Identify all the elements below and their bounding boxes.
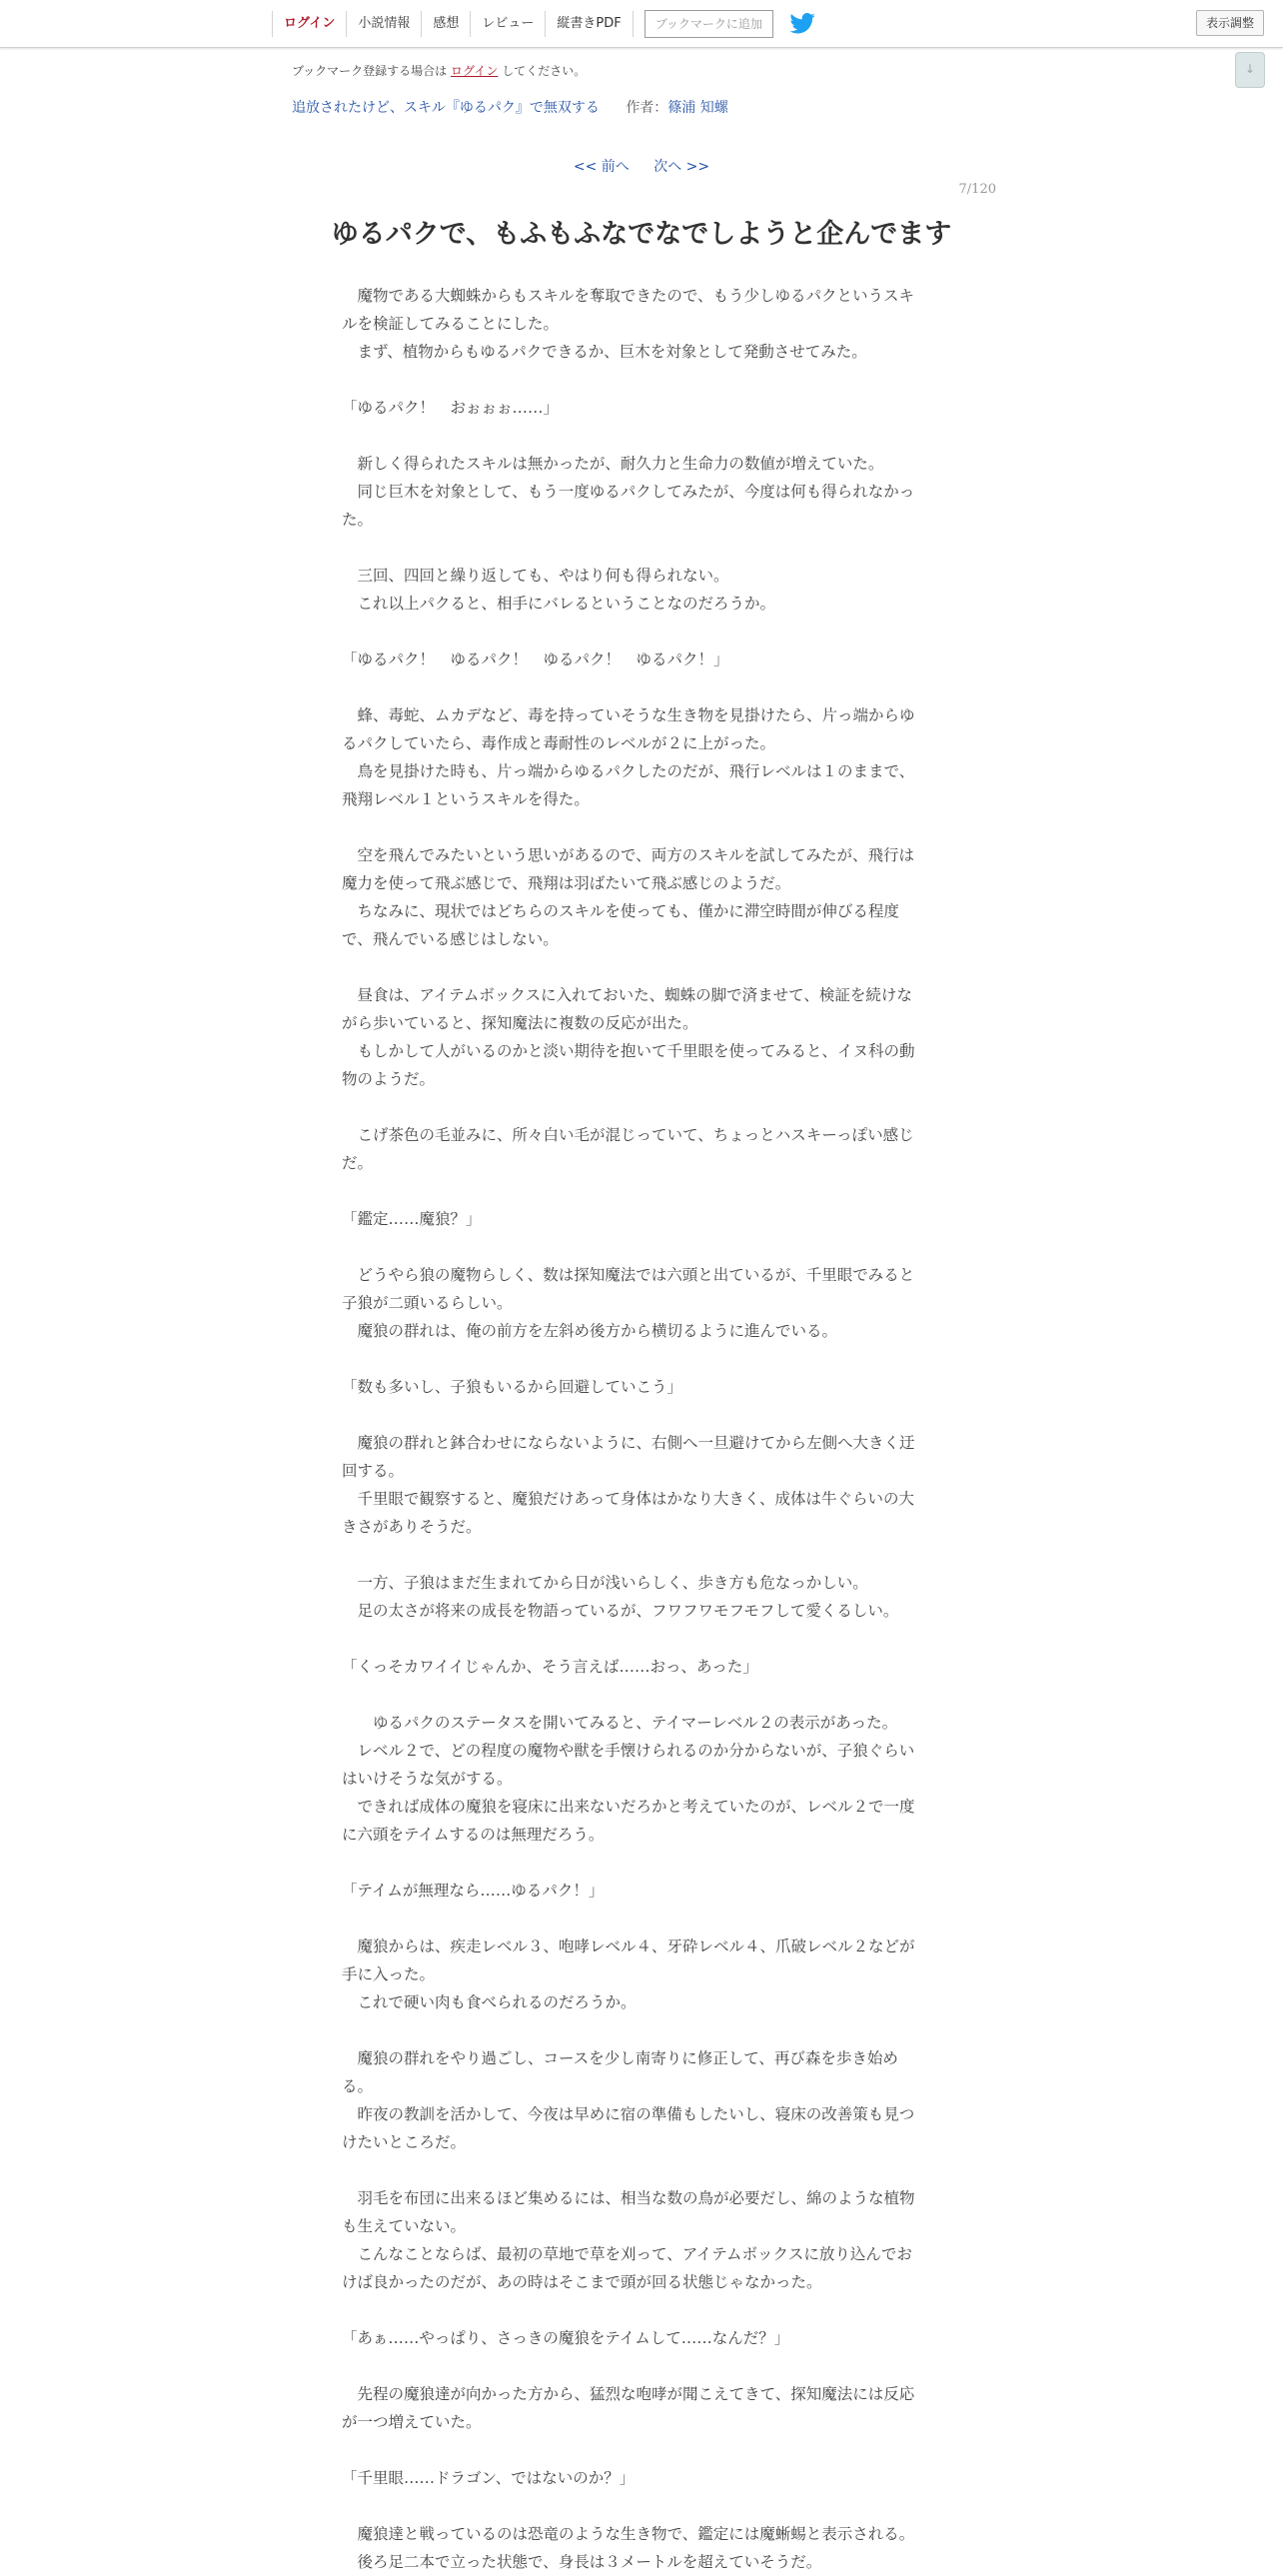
body-line: 魔狼の群れは、俺の前方を左斜め後方から横切るように進んでいる。 [342, 1322, 838, 1340]
body-line: 物のようだ。 [342, 1070, 436, 1088]
body-line: 「鑑定……魔狼？」 [342, 1210, 482, 1228]
top-nav [272, 0, 817, 47]
twitter-bird-icon-svg [789, 13, 815, 34]
body-line: どうやら狼の魔物らしく、数は探知魔法では六頭と出ているが、千里眼でみると [342, 1266, 915, 1284]
nav-impressions[interactable]: 感想 [433, 16, 460, 31]
blank-line [342, 1625, 941, 1653]
body-line: 一方、子狼はまだ生まれてから日が浅いらしく、歩き方も危なっかしい。 [342, 1574, 868, 1592]
bookmark-notice-text: ブックマーク登録する場合は [292, 64, 448, 78]
chapter-title: ゆるパクで、もふもふなでなでしようと企んでます [331, 219, 952, 250]
body-line: こげ茶色の毛並みに、所々白い毛が混じっていて、ちょっとハスキーっぽい感じ [342, 1126, 914, 1144]
body-line: 「テイムが無理なら……ゆるパク！」 [342, 1882, 605, 1900]
add-bookmark-button[interactable]: ブックマークに追加 [644, 10, 773, 38]
body-line: 新しく得られたスキルは無かったが、耐久力と生命力の数値が増えていた。 [342, 455, 884, 473]
body-line: る。 [342, 2077, 374, 2095]
body-line: レベル２で、どの程度の魔物や獣を手懐けられるのか分からないが、子狼ぐらい [342, 1742, 915, 1760]
body-line: こんなことならば、最初の草地で草を刈って、アイテムボックスに放り込んでお [342, 2245, 912, 2263]
display-settings-button[interactable]: 表示調整 [1196, 10, 1264, 36]
body-line: 魔狼からは、疾走レベル３、咆哮レベル４、牙砕レベル４、爪破レベル２などが [342, 1937, 915, 1955]
prev-chapter-link[interactable]: << 前へ [573, 159, 630, 175]
nav-novel-info[interactable]: 小説情報 [358, 16, 411, 31]
body-line: た。 [342, 511, 374, 529]
series-info [292, 97, 728, 117]
blank-line [342, 1401, 941, 1429]
body-line: ちなみに、現状ではどちらのスキルを使っても、僅かに滞空時間が伸びる程度 [342, 902, 899, 920]
chapter-pager [0, 156, 1283, 176]
chapter-counter: 7/120 [958, 182, 996, 197]
body-line: が一つ増えていた。 [342, 2413, 482, 2431]
author-link[interactable]: 篠浦 知螺 [667, 100, 728, 116]
body-line: るパクしていたら、毒作成と毒耐性のレベルが２に上がった。 [342, 734, 776, 752]
nav-login[interactable]: ログイン [284, 16, 336, 31]
blank-line [342, 2296, 941, 2324]
bookmark-notice [292, 62, 586, 79]
body-line: 「千里眼……ドラゴン、ではないのか？」 [342, 2469, 636, 2487]
body-line: 「ゆるパク！ ゆるパク！ ゆるパク！ ゆるパク！」 [342, 650, 729, 668]
body-line: これ以上パクると、相手にバレるということなのだろうか。 [342, 595, 776, 613]
series-title-link[interactable]: 追放されたけど、スキル『ゆるパク』で無双する [292, 100, 600, 116]
blank-line [342, 813, 941, 841]
blank-line [342, 953, 941, 981]
body-line: だ。 [342, 1154, 374, 1172]
body-line: 飛翔レベル１というスキルを得た。 [342, 790, 590, 808]
body-line: 足の太さが将来の成長を物語っているが、フワフワモフモフして愛くるしい。 [342, 1602, 899, 1620]
nav-divider [633, 11, 634, 37]
blank-line [342, 1681, 941, 1709]
body-line: 手に入った。 [342, 1965, 436, 1983]
body-line: も生えていない。 [342, 2217, 467, 2235]
body-line: に六頭をテイムするのは無理だろう。 [342, 1826, 605, 1844]
body-line: けたいところだ。 [342, 2133, 467, 2151]
body-line: これで硬い肉も食べられるのだろうか。 [342, 1993, 637, 2011]
body-line: 「数も多いし、子狼もいるから回避していこう」 [342, 1378, 683, 1396]
body-line: 「ゆるパク！ おぉぉぉ……」 [342, 399, 560, 417]
body-line: ルを検証してみることにした。 [342, 315, 560, 333]
body-line: 魔狼達と戦っているのは恐竜のような生き物で、鑑定には魔蜥蜴と表示される。 [342, 2525, 915, 2543]
body-line: 魔狼の群れをやり過ごし、コースを少し南寄りに修正して、再び森を歩き始め [342, 2049, 898, 2067]
blank-line [342, 1233, 941, 1261]
body-line: 回する。 [342, 1462, 405, 1480]
body-line: 羽毛を布団に出来るほど集めるには、相当な数の鳥が必要だし、綿のような植物 [342, 2189, 915, 2207]
blank-line [342, 534, 941, 562]
body-line: もしかして人がいるのかと淡い期待を抱いて千里眼を使ってみると、イヌ科の動 [342, 1042, 915, 1060]
bookmark-notice-text-end: してください。 [502, 64, 587, 78]
blank-line [342, 618, 941, 645]
blank-line [342, 1093, 941, 1121]
body-line: 同じ巨木を対象として、もう一度ゆるパクしてみたが、今度は何も得られなかっ [342, 483, 915, 501]
body-line: 昼食は、アイテムボックスに入れておいた、蜘蛛の脚で済ませて、検証を続けな [342, 986, 912, 1004]
body-line: 魔狼の群れと鉢合わせにならないように、右側へ一旦避けてから左側へ大きく迂 [342, 1434, 915, 1452]
body-line: 空を飛んでみたいという思いがあるので、両方のスキルを試してみたが、飛行は [342, 846, 915, 864]
body-line: きさがありそうだ。 [342, 1518, 482, 1536]
blank-line [342, 2156, 941, 2184]
blank-line [342, 366, 941, 394]
body-line: 先程の魔狼達が向かった方から、猛烈な咆哮が聞こえてきて、探知魔法には反応 [342, 2385, 915, 2403]
nav-vertical-pdf[interactable]: 縦書きPDF [557, 16, 622, 31]
body-line: 昨夜の教訓を活かして、今夜は早めに宿の準備もしたいし、寝床の改善策も見つ [342, 2105, 915, 2123]
blank-line [342, 2016, 941, 2044]
novel-body [342, 282, 941, 2576]
body-line: 魔物である大蜘蛛からもスキルを奪取できたので、もう少しゆるパクというスキ [342, 287, 915, 305]
body-line: けば良かったのだが、あの時はそこまで頭が回る状態じゃなかった。 [342, 2273, 822, 2291]
author-label: 作者： [626, 100, 668, 116]
body-line: 千里眼で観察すると、魔狼だけあって身体はかなり大きく、成体は牛ぐらいの大 [342, 1490, 915, 1508]
body-line: 「くっそカワイイじゃんか、そう言えば……おっ、あった」 [342, 1658, 758, 1676]
body-line: 「あぁ……やっぱり、さっきの魔狼をテイムして……なんだ？」 [342, 2329, 790, 2347]
nav-review[interactable]: レビュー [482, 16, 535, 31]
blank-line [342, 2436, 941, 2464]
blank-line [342, 2492, 941, 2520]
body-line: 後ろ足二本で立った状態で、身長は３メートルを超えていそうだ。 [342, 2553, 822, 2571]
blank-line [342, 422, 941, 450]
body-line: 鳥を見掛けた時も、片っ端からゆるパクしたのだが、飛行レベルは１のままで、 [342, 762, 915, 780]
next-chapter-link[interactable]: 次へ >> [653, 159, 710, 175]
bookmark-notice-login-link[interactable]: ログイン [451, 64, 499, 78]
body-line: 蜂、毒蛇、ムカデなど、毒を持っていそうな生き物を見掛けたら、片っ端からゆ [342, 706, 915, 724]
body-line: 魔力を使って飛ぶ感じで、飛翔は羽ばたいて飛ぶ感じのようだ。 [342, 874, 791, 892]
body-line: 三回、四回と繰り返しても、やはり何も得られない。 [342, 567, 729, 585]
scroll-down-tab[interactable]: ↓ [1235, 52, 1265, 88]
blank-line [342, 1905, 941, 1932]
body-line: はいけそうな気がする。 [342, 1770, 513, 1788]
blank-line [342, 1177, 941, 1205]
blank-line [342, 1541, 941, 1569]
blank-line [342, 2352, 941, 2380]
top-bar [0, 0, 1283, 48]
body-line: で、飛んでいる感じはしない。 [342, 930, 559, 948]
blank-line [342, 1345, 941, 1373]
body-line: できれば成体の魔狼を寝床に出来ないだろかと考えていたのが、レベル２で一度 [342, 1798, 915, 1816]
body-line: 子狼が二頭いるらしい。 [342, 1294, 513, 1312]
twitter-bird-icon[interactable] [789, 12, 817, 36]
body-line: まず、植物からもゆるパクできるか、巨木を対象として発動させてみた。 [342, 343, 867, 361]
blank-line [342, 1849, 941, 1877]
body-line: ゆるパクのステータスを開いてみると、テイマーレベル２の表示があった。 [342, 1714, 898, 1732]
body-line: がら歩いていると、探知魔法に複数の反応が出た。 [342, 1014, 698, 1032]
blank-line [342, 673, 941, 701]
